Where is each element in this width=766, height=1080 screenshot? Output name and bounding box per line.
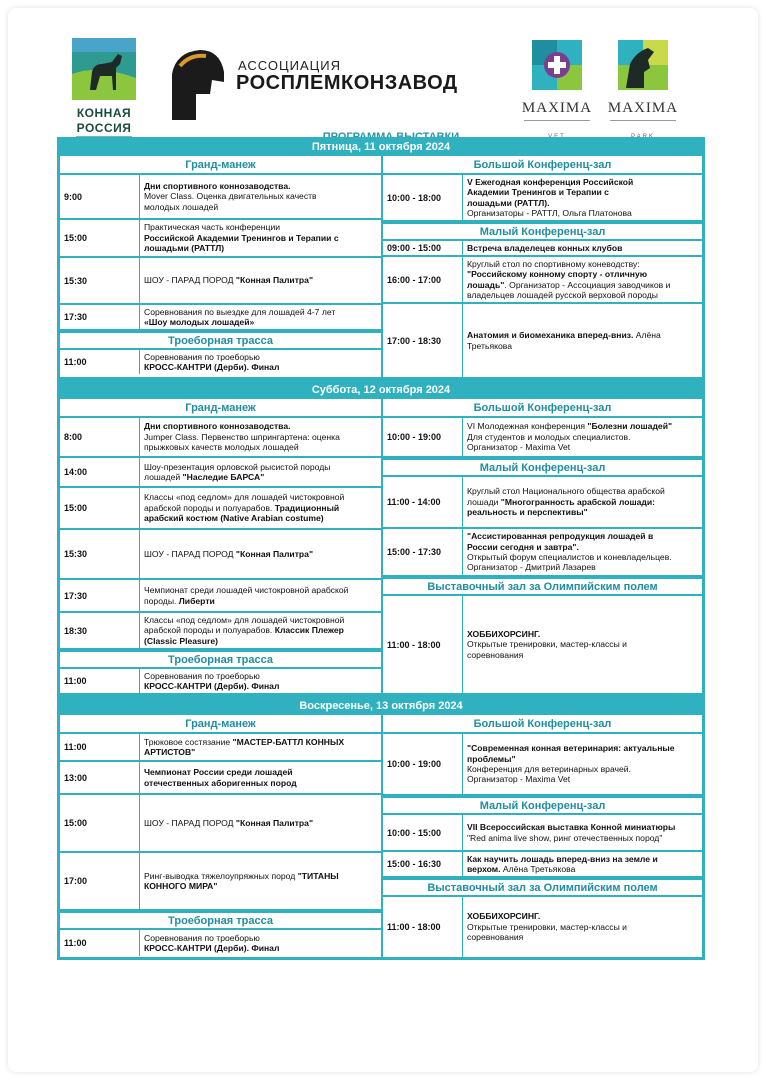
time-cell: 10:00 - 15:00: [383, 815, 463, 850]
desc-line: Jumper Class. Первенство шпрингартена: оценка: [144, 431, 340, 442]
desc-line: Чемпионат среди лошадей чистокровной арабской: [144, 585, 349, 596]
desc-cell: [140, 458, 381, 486]
section-header: Малый Конференц-зал: [383, 458, 702, 477]
grand-column: [60, 715, 383, 957]
section-header: Выставочный зал за Олимпийским полем: [383, 577, 702, 596]
desc-cell: [140, 613, 381, 648]
time-cell: 11:00: [60, 350, 140, 374]
time-cell: 13:00: [60, 762, 140, 793]
time-cell: 10:00 - 18:00: [383, 175, 463, 220]
desc-text: VI Молодежная конференция: [467, 421, 588, 432]
table-row: [383, 241, 702, 257]
table-row: [60, 458, 381, 488]
desc-line: Открытые тренировки, мастер-классы и: [467, 921, 627, 932]
time-cell: 15:00 - 17:30: [383, 529, 463, 575]
desc-line: [467, 864, 698, 874]
desc-text: арабской породы и полуарабов.: [144, 625, 275, 636]
desc-line: Соревнования по троеборью: [144, 351, 260, 362]
time-cell: 11:00 - 18:00: [383, 596, 463, 693]
desc-cell: [140, 418, 381, 456]
desc-cell: [140, 669, 381, 693]
table-row: [60, 795, 381, 853]
desc-line: [467, 497, 698, 507]
desc-line: [144, 871, 377, 881]
desc-line: "Ассистированная репродукция лошадей в: [467, 531, 654, 542]
desc-line: владельцев лошадей русской верховой породы: [467, 289, 658, 300]
desc-cell: [140, 734, 381, 760]
logo-text-line2: РОССИЯ: [76, 121, 132, 135]
desc-line: V Ежегодная конференция Российской: [467, 176, 634, 187]
desc-line: Открытые тренировки, мастер-классы и: [467, 639, 627, 650]
desc-line: (Classic Pleasure): [144, 635, 219, 646]
section-header: Малый Конференц-зал: [383, 796, 702, 815]
desc-cell: [463, 175, 702, 220]
maxima-park-logo: [604, 38, 682, 130]
desc-bold: Либерти: [178, 595, 215, 606]
schedule-table: [57, 137, 705, 960]
time-cell: 18:30: [60, 613, 140, 648]
desc-line: соревнования: [467, 932, 524, 943]
desc-line: Соревнования по троеборью: [144, 670, 260, 681]
table-row: [60, 580, 381, 613]
desc-cell: [463, 257, 702, 302]
section-header: Выставочный зал за Олимпийским полем: [383, 878, 702, 897]
desc-line: КРОСС-КАНТРИ (Дерби). Финал: [144, 362, 280, 372]
desc-line: ХОББИХОРСИНГ.: [467, 628, 541, 639]
desc-line: Организатор - Дмитрий Лазарев: [467, 562, 596, 573]
desc-line: Соревнования по троеборью: [144, 932, 260, 943]
desc-cell: [140, 350, 381, 374]
desc-line: реальность и перспективы": [467, 507, 588, 518]
desc-cell: [140, 853, 381, 909]
table-row: [60, 220, 381, 258]
desc-text: лошади: [467, 496, 501, 507]
grand-column: [60, 399, 383, 693]
desc-bold: "Конная Палитра": [235, 548, 314, 559]
desc-text: Алёна Третьякова: [500, 864, 576, 874]
day-header: Суббота, 12 октября 2024: [57, 380, 705, 399]
table-row: [60, 762, 381, 795]
desc-text: Ринг-выводка тяжелоупряжных пород: [144, 870, 298, 881]
desc-line: Классы «под седлом» для лошадей чистокровной: [144, 614, 345, 625]
desc-bold: "Наследие БАРСА": [182, 472, 265, 482]
konnaya-rossiya-logo: [68, 34, 140, 142]
time-cell: 17:30: [60, 305, 140, 329]
desc-line: арабский костюм (Native Arabian costume): [144, 513, 324, 524]
logo-text-line1: КОННАЯ: [76, 106, 132, 120]
time-cell: 17:00: [60, 853, 140, 909]
desc-line: Конференция для ветеринарных врачей.: [467, 764, 631, 774]
day-block: [57, 399, 705, 696]
desc-line: АРТИСТОВ": [144, 747, 196, 757]
section-header: Большой Конференц-зал: [383, 156, 702, 175]
time-cell: 17:00 - 18:30: [383, 304, 463, 377]
rosplem-small-text: АССОЦИАЦИЯ: [238, 58, 341, 73]
desc-line: [144, 818, 377, 828]
table-row: [60, 930, 381, 956]
halls-column: [383, 156, 702, 377]
halls-column: [383, 715, 702, 957]
desc-cell: [140, 175, 381, 218]
day-header: Пятница, 11 октября 2024: [57, 137, 705, 156]
desc-line: "Российскому конному спорту - отличную: [467, 269, 648, 280]
desc-text: ШОУ - ПАРАД ПОРОД: [144, 275, 236, 286]
halls-column: [383, 399, 702, 693]
time-cell: 8:00: [60, 418, 140, 456]
desc-bold: "Конная Палитра": [235, 817, 314, 828]
section-header: Троеборная трасса: [60, 650, 381, 669]
desc-line: лошадьми (РАТТЛ): [144, 243, 225, 254]
time-cell: 15:30: [60, 530, 140, 578]
table-row: [383, 815, 702, 852]
time-cell: 11:00 - 14:00: [383, 477, 463, 527]
table-row: [383, 418, 702, 458]
desc-line: прыжковых качеств молодых лошадей: [144, 442, 299, 453]
desc-line: лошадьми (РАТТЛ).: [467, 197, 550, 208]
time-cell: 15:30: [60, 258, 140, 303]
day-block: [57, 156, 705, 380]
time-cell: 14:00: [60, 458, 140, 486]
section-header: Большой Конференц-зал: [383, 399, 702, 418]
table-row: [60, 175, 381, 220]
rosplem-logo: [166, 46, 466, 126]
desc-cell: [140, 220, 381, 256]
desc-text: Трюковое состязание: [144, 736, 233, 747]
desc-cell: [140, 795, 381, 851]
desc-cell: [463, 734, 702, 794]
table-row: [383, 175, 702, 222]
desc-cell: [463, 596, 702, 693]
desc-line: [144, 275, 377, 285]
section-header: Троеборная трасса: [60, 331, 381, 350]
desc-bold: Анатомия и биомеханика вперед-вниз.: [467, 330, 634, 341]
desc-line: ХОББИХОРСИНГ.: [467, 911, 541, 922]
desc-line: [144, 472, 377, 482]
desc-line: Дни спортивного коннозаводства.: [144, 180, 291, 191]
section-header: Большой Конференц-зал: [383, 715, 702, 734]
desc-line: [144, 737, 377, 747]
desc-text: лошадей: [144, 472, 183, 482]
time-cell: 17:30: [60, 580, 140, 611]
maxima-vet-logo: [518, 38, 596, 130]
desc-line: Организаторы - РАТТЛ, Ольга Платонова: [467, 207, 632, 218]
desc-line: Встреча владелецев конных клубов: [467, 242, 623, 253]
section-header: Гранд-манеж: [60, 715, 381, 734]
time-cell: 10:00 - 19:00: [383, 418, 463, 456]
desc-bold: "Болезни лошадей": [587, 421, 673, 432]
desc-line: Российской Академии Тренингов и Терапии с: [144, 232, 339, 243]
table-row: [383, 734, 702, 796]
table-row: [60, 350, 381, 374]
desc-cell: [140, 488, 381, 528]
desc-bold: лошадь": [467, 279, 505, 290]
desc-bold: "Конная Палитра": [235, 275, 314, 286]
section-header: Троеборная трасса: [60, 911, 381, 930]
desc-bold: "МАСТЕР-БАТТЛ КОННЫХ: [232, 736, 345, 747]
desc-cell: [463, 529, 702, 575]
time-cell: 15:00: [60, 795, 140, 851]
desc-cell: [463, 241, 702, 255]
desc-line: "Red anima live show, ринг отечественных пород": [467, 832, 663, 843]
table-row: [383, 897, 702, 957]
grand-column: [60, 156, 383, 377]
desc-line: [467, 330, 698, 340]
desc-cell: [463, 852, 702, 876]
desc-line: КОННОГО МИРА": [144, 881, 218, 891]
desc-cell: [463, 815, 702, 850]
desc-line: [144, 625, 377, 635]
desc-line: Организатор - Maxima Vet: [467, 442, 571, 453]
desc-line: КРОСС-КАНТРИ (Дерби). Финал: [144, 943, 280, 953]
desc-text: ШОУ - ПАРАД ПОРОД: [144, 817, 236, 828]
desc-bold: "ТИТАНЫ: [297, 870, 339, 881]
desc-line: России сегодня и завтра".: [467, 541, 579, 552]
desc-cell: [463, 477, 702, 527]
maxima-vet-title: MAXIMA: [521, 100, 593, 116]
desc-cell: [463, 418, 702, 456]
park-horse-icon: [604, 38, 682, 94]
time-cell: 15:00: [60, 488, 140, 528]
desc-bold: верхом.: [467, 864, 501, 874]
desc-text: породы.: [144, 595, 179, 606]
section-header: Малый Конференц-зал: [383, 222, 702, 241]
desc-line: проблемы": [467, 753, 516, 764]
time-cell: 11:00 - 18:00: [383, 897, 463, 957]
desc-cell: [140, 530, 381, 578]
table-row: [383, 529, 702, 577]
table-row: [383, 304, 702, 377]
horse-head-icon: [166, 46, 226, 120]
rosplem-big-text: РОСПЛЕМКОНЗАВОД: [236, 72, 458, 94]
time-cell: 15:00 - 16:30: [383, 852, 463, 876]
time-cell: 11:00: [60, 930, 140, 956]
desc-line: VII Всероссийская выставка Конной миниатюры: [467, 822, 676, 833]
day-block: [57, 715, 705, 960]
desc-line: Как научить лошадь вперед-вниз на земле и: [467, 853, 658, 864]
section-header: Гранд-манеж: [60, 399, 381, 418]
desc-line: Круглый стол по спортивному коневодству:: [467, 258, 640, 269]
desc-line: Mover Class. Оценка двигательных качеств: [144, 191, 317, 202]
desc-line: "Современная конная ветеринария: актуальные: [467, 743, 675, 754]
section-header: Гранд-манеж: [60, 156, 381, 175]
desc-line: отечественных аборигенных пород: [144, 777, 297, 788]
table-row: [383, 596, 702, 693]
desc-cell: [140, 930, 381, 956]
desc-text: ШОУ - ПАРАД ПОРОД: [144, 548, 236, 559]
desc-bold: Традиционный: [274, 502, 340, 513]
desc-cell: [140, 258, 381, 303]
time-cell: 16:00 - 17:00: [383, 257, 463, 302]
maxima-park-title: MAXIMA: [607, 100, 679, 116]
table-row: [60, 613, 381, 650]
maxima-park-divider: [610, 120, 676, 121]
desc-bold: Классик Плежер: [274, 625, 344, 636]
desc-line: соревнования: [467, 649, 524, 660]
desc-line: Организатор - Maxima Vet: [467, 774, 571, 785]
table-row: [60, 488, 381, 530]
desc-line: Третьякова: [467, 340, 512, 351]
day-header: Воскресенье, 13 октября 2024: [57, 696, 705, 715]
table-row: [60, 530, 381, 580]
desc-cell: [140, 762, 381, 793]
time-cell: 10:00 - 19:00: [383, 734, 463, 794]
table-row: [60, 853, 381, 911]
time-cell: 9:00: [60, 175, 140, 218]
desc-line: Круглый стол Национального общества арабской: [467, 486, 665, 497]
desc-line: Шоу-презентация орловской рысистой породы: [144, 461, 331, 472]
desc-bold: "Многогранность арабской лошади:: [500, 496, 655, 507]
desc-text: Алёна: [633, 330, 661, 341]
table-row: [60, 418, 381, 458]
desc-line: КРОСС-КАНТРИ (Дерби). Финал: [144, 681, 280, 691]
maxima-vet-divider: [524, 120, 590, 121]
table-row: [60, 258, 381, 305]
desc-cell: [463, 304, 702, 377]
horse-icon: [68, 34, 140, 104]
table-row: [60, 669, 381, 693]
desc-line: молодых лошадей: [144, 201, 219, 212]
desc-line: [144, 596, 377, 606]
time-cell: 11:00: [60, 669, 140, 693]
desc-line: Открытый форум специалистов и коневладельцев.: [467, 552, 672, 562]
table-row: [383, 852, 702, 878]
table-row: [383, 477, 702, 529]
desc-text: . Организатор - Ассоциация заводчиков и: [504, 279, 671, 290]
desc-cell: [463, 897, 702, 957]
desc-line: Практическая часть конференции: [144, 222, 281, 233]
desc-line: [144, 549, 377, 559]
desc-line: [467, 421, 698, 431]
time-cell: 09:00 - 15:00: [383, 241, 463, 255]
desc-line: «Шоу молодых лошадей»: [144, 317, 255, 327]
desc-cell: [140, 580, 381, 611]
desc-cell: [140, 305, 381, 329]
table-row: [60, 305, 381, 331]
vet-cross-icon: [518, 38, 596, 94]
desc-line: Классы «под седлом» для лошадей чистокровной: [144, 492, 345, 503]
desc-text: арабской породы и полуарабов.: [144, 502, 275, 513]
time-cell: 11:00: [60, 734, 140, 760]
desc-line: [144, 503, 377, 513]
time-cell: 15:00: [60, 220, 140, 256]
desc-line: Академии Тренингов и Терапии с: [467, 187, 609, 198]
desc-line: Для студентов и молодых специалистов.: [467, 431, 631, 442]
desc-line: Дни спортивного коннозаводства.: [144, 421, 291, 432]
table-row: [383, 257, 702, 304]
desc-line: [467, 280, 698, 290]
table-row: [60, 734, 381, 762]
desc-line: Чемпионат России среди лошадей: [144, 767, 293, 778]
desc-line: Соревнования по выездке для лошадей 4-7 лет: [144, 306, 336, 317]
